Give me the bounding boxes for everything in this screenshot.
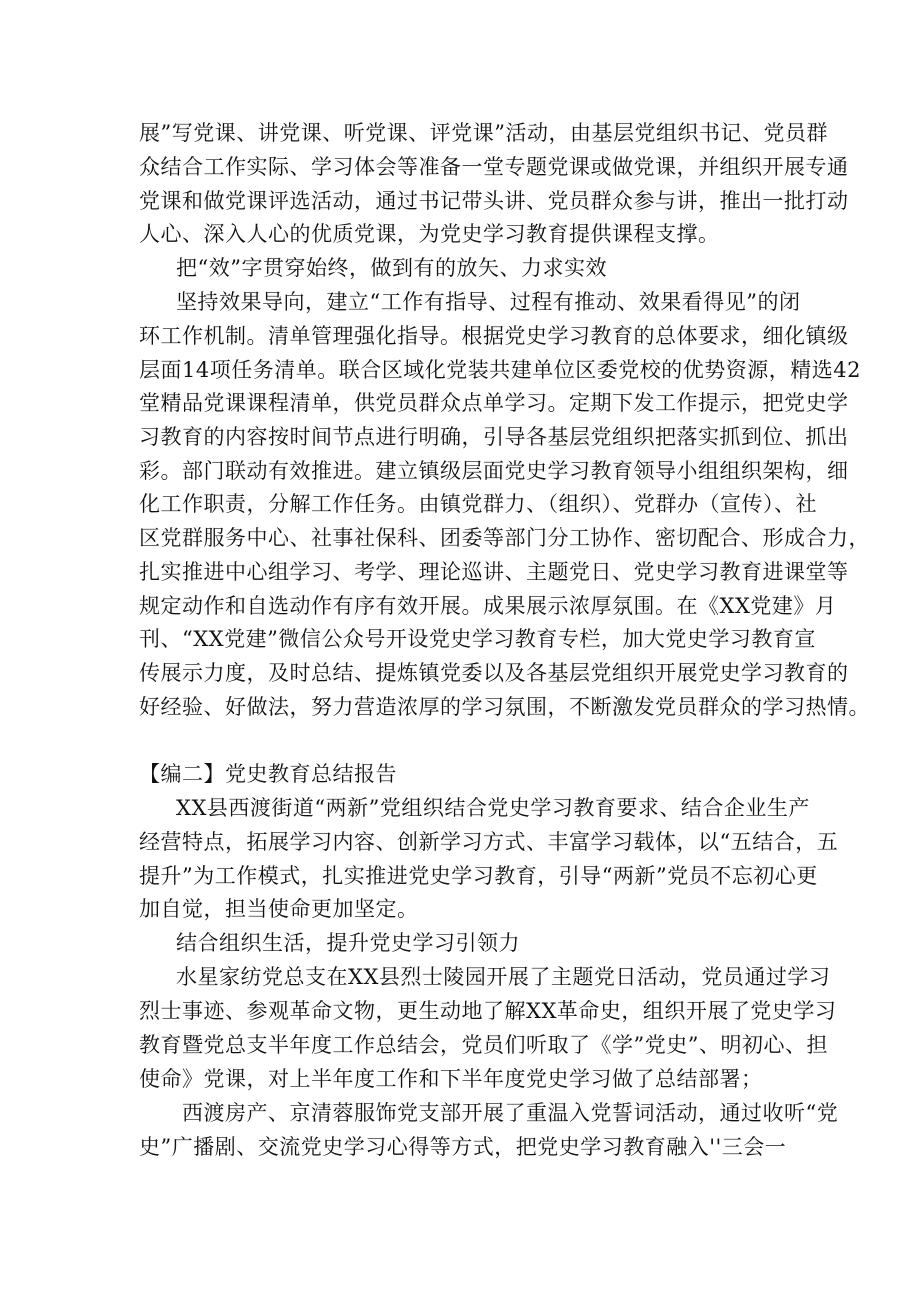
paragraph-line: XX县西渡街道“两新”党组织结合党史学习教育要求、结合企业生产 (176, 796, 810, 820)
paragraph-line: 烈士事迹、参观革命文物，更生动地了解XX革命史，组织开展了党史学习 (139, 999, 837, 1023)
paragraph-line: 水星家纺党总支在XX县烈士陵园开展了主题党日活动，党员通过学习 (176, 965, 831, 989)
paragraph-line: 扎实推进中心组学习、考学、理论巡讲、主题党日、党史学习教育进课堂等 (139, 560, 849, 584)
paragraph-line: 经营特点，拓展学习内容、创新学习方式、丰富学习载体，以“五结合，五 (139, 830, 839, 854)
paragraph-line: 环工作机制。清单管理强化指导。根据党史学习教育的总体要求，细化镇级 (139, 324, 849, 348)
paragraph-line: 区党群服务中心、社事社保科、团委等部门分工协作、密切配合、形成合力， (139, 526, 870, 550)
paragraph-line: 传展示力度，及时总结、提炼镇党委以及各基层党组织开展党史学习教育的 (139, 661, 849, 685)
paragraph-line: 西渡房产、京清蓉服饰党支部开展了重温入党誓词活动，通过收听“党 (182, 1101, 839, 1125)
paragraph-line: 层面14项任务清单。联合区域化党装共建单位区委党校的优势资源，精选42 (139, 358, 861, 382)
paragraph-line: 坚持效果导向，建立“工作有指导、过程有推动、效果看得见”的闭 (176, 290, 801, 314)
paragraph-line: 彩。部门联动有效推进。建立镇级层面党史学习教育领导小组组织架构，细 (139, 459, 849, 483)
paragraph-line: 习教育的内容按时间节点进行明确，引导各基层党组织把落实抓到位、抓出 (139, 425, 849, 449)
paragraph-line: 提升”为工作模式，扎实推进党史学习教育，引导“两新”党员不忘初心更 (139, 864, 818, 888)
paragraph-line: 堂精品党课课程清单，供党员群众点单学习。定期下发工作提示，把党史学 (139, 391, 849, 415)
paragraph-line: 好经验、好做法，努力营造浓厚的学习氛围，不断激发党员群众的学习热情。 (139, 695, 870, 719)
paragraph-line: 刊、“XX党建”微信公众号开设党史学习教育专栏，加大党史学习教育宣 (139, 627, 816, 651)
paragraph-line: 党课和做党课评选活动，通过书记带头讲、党员群众参与讲，推出一批打动 (139, 189, 849, 213)
subheading: 把“效”字贯穿始终，做到有的放矢、力求实效 (176, 256, 607, 280)
paragraph-line: 人心、深入人心的优质党课，为党史学习教育提供课程支撑。 (139, 222, 720, 246)
paragraph-line: 化工作职责，分解工作任务。由镇党群力、（组织）、党群办（宣传）、社 (139, 492, 817, 516)
paragraph-line: 教育暨党总支半年度工作总结会，党员们听取了《学”党史”、明初心、担 (139, 1033, 828, 1057)
subheading: 结合组织生活，提升党史学习引领力 (176, 931, 520, 955)
paragraph-line: 使命》党课，对上半年度工作和下半年度党史学习做了总结部署； (139, 1067, 763, 1091)
section-title: 【编二】党史教育总结报告 (139, 762, 397, 786)
paragraph-line: 规定动作和自选动作有序有效开展。成果展示浓厚氛围。在《XX党建》月 (139, 594, 837, 618)
paragraph-line: 展”写党课、讲党课、听党课、评党课”活动，由基层党组织书记、党员群 (139, 121, 828, 145)
paragraph-line: 史”广播剧、交流党史学习心得等方式，把党史学习教育融入''三会一 (139, 1135, 787, 1159)
paragraph-line: 加自觉，担当使命更加坚定。 (139, 897, 419, 921)
paragraph-line: 众结合工作实际、学习体会等准备一堂专题党课或做党课，并组织开展专通 (139, 155, 849, 179)
